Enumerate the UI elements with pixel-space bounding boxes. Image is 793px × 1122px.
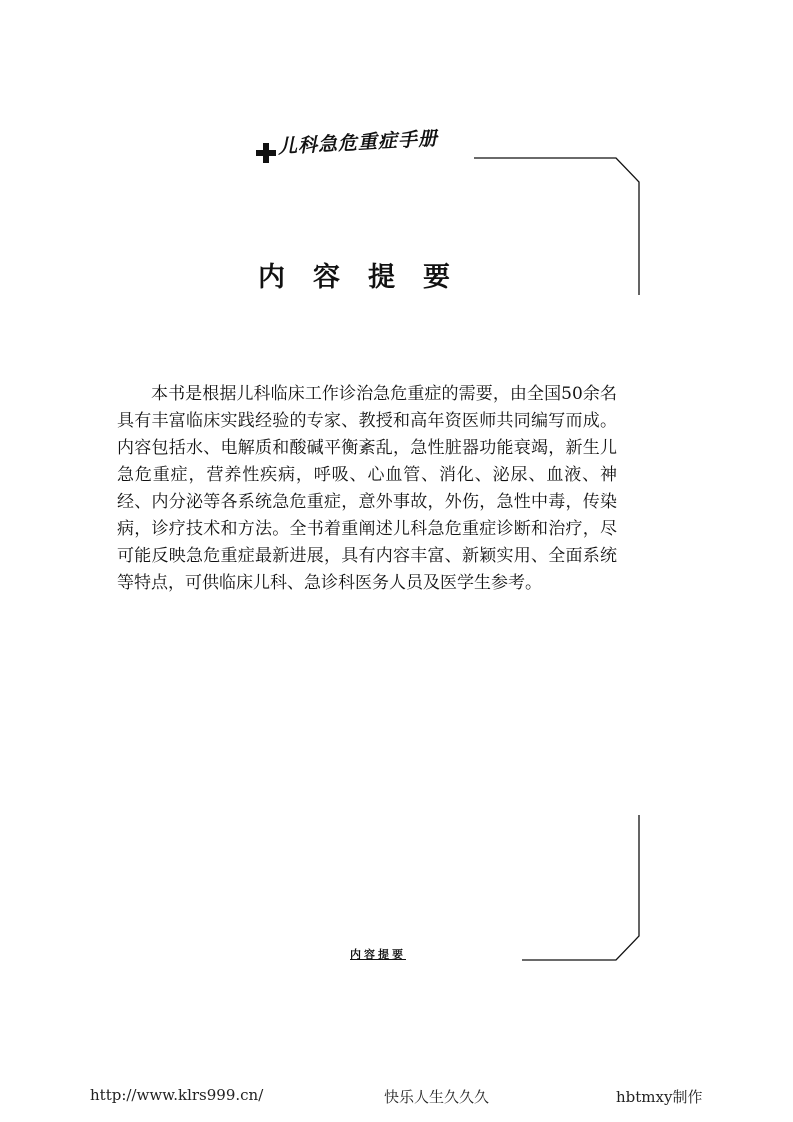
summary-paragraph: 本书是根据儿科临床工作诊治急危重症的需要，由全国50余名具有丰富临床实践经验的专家、教授和高年资医师共同编写而成。内容包括水、电解质和酸碱平衡紊乱，急性脏器功能衰竭，新生儿急危重症，营养性疾病，呼吸、心血管、消化、泌尿、血液、神经、内分泌等各系统急危重症，意外事故，外伤，急性中毒，传染病，诊疗技术和方法。全书着重阐述儿科急危重症诊断和治疗，尽可能反映急危重症最新进展，具有内容丰富、新颖实用、全面系统等特点，可供临床儿科、急诊科医务人员及医学生参考。 — [117, 384, 617, 593]
page-title: 内容提要 — [258, 262, 478, 293]
red-cross-icon — [256, 143, 276, 163]
credit-text: hbtmxy制作 — [616, 1088, 703, 1106]
bottom-bar — [0, 1086, 793, 1106]
book-title-banner: 儿科急危重症手册 — [277, 127, 439, 158]
top-right-frame-line — [474, 158, 639, 295]
bottom-right-frame-line — [522, 815, 639, 960]
site-url-link[interactable]: http://www.klrs999.cn/ — [90, 1086, 264, 1104]
footer-section-label: 内容提要 — [350, 948, 406, 961]
slogan-text: 快乐人生久久久 — [384, 1088, 490, 1106]
